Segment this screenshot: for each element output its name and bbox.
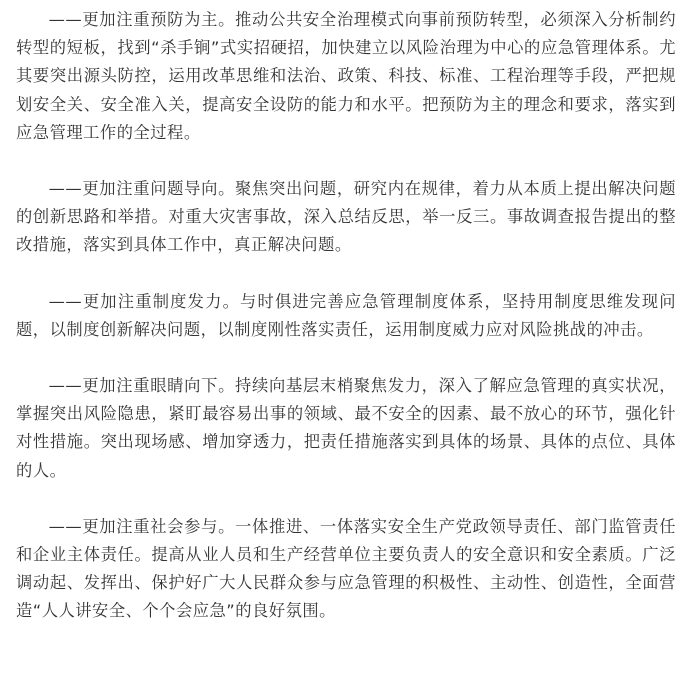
paragraph-prevention: ——更加注重预防为主。推动公共安全治理模式向事前预防转型，必须深入分析制约转型的短板，找到“杀手锏”式实招硬招，加快建立以风险治理为中心的应急管理体系。尤其要突出源头防控，运用改革思维和法治、政策、科技、标准、工程治理等手段，严把规划安全关、安全准入关，提高安全设防的能力和水平。把预防为主的理念和要求，落实到应急管理工作的全过程。	[16, 10, 676, 142]
paragraph-grassroots: ——更加注重眼睛向下。持续向基层末梢聚焦发力，深入了解应急管理的真实状况，掌握突出风险隐患，紧盯最容易出事的领域、最不安全的因素、最不放心的环节，强化针对性措施。突出现场感、增加穿透力，把责任措施落实到具体的场景、具体的点位、具体的人。	[16, 376, 676, 480]
paragraph-problem-oriented: ——更加注重问题导向。聚焦突出问题，研究内在规律，着力从本质上提出解决问题的创新思路和举措。对重大灾害事故，深入总结反思，举一反三。事故调查报告提出的整改措施，落实到具体工作中，真正解决问题。	[16, 179, 676, 255]
paragraph-institutional: ——更加注重制度发力。与时俱进完善应急管理制度体系，坚持用制度思维发现问题，以制度创新解决问题，以制度刚性落实责任，运用制度威力应对风险挑战的冲击。	[16, 291, 676, 339]
paragraph-social-participation: ——更加注重社会参与。一体推进、一体落实安全生产党政领导责任、部门监管责任和企业主体责任。提高从业人员和生产经营单位主要负责人的安全意识和安全素质。广泛调动起、发挥出、保护好广大人民群众参与应急管理的积极性、主动性、创造性，全面营造“人人讲安全、个个会应急”的良好氛围。	[16, 516, 676, 621]
article-body	[16, 6, 676, 626]
